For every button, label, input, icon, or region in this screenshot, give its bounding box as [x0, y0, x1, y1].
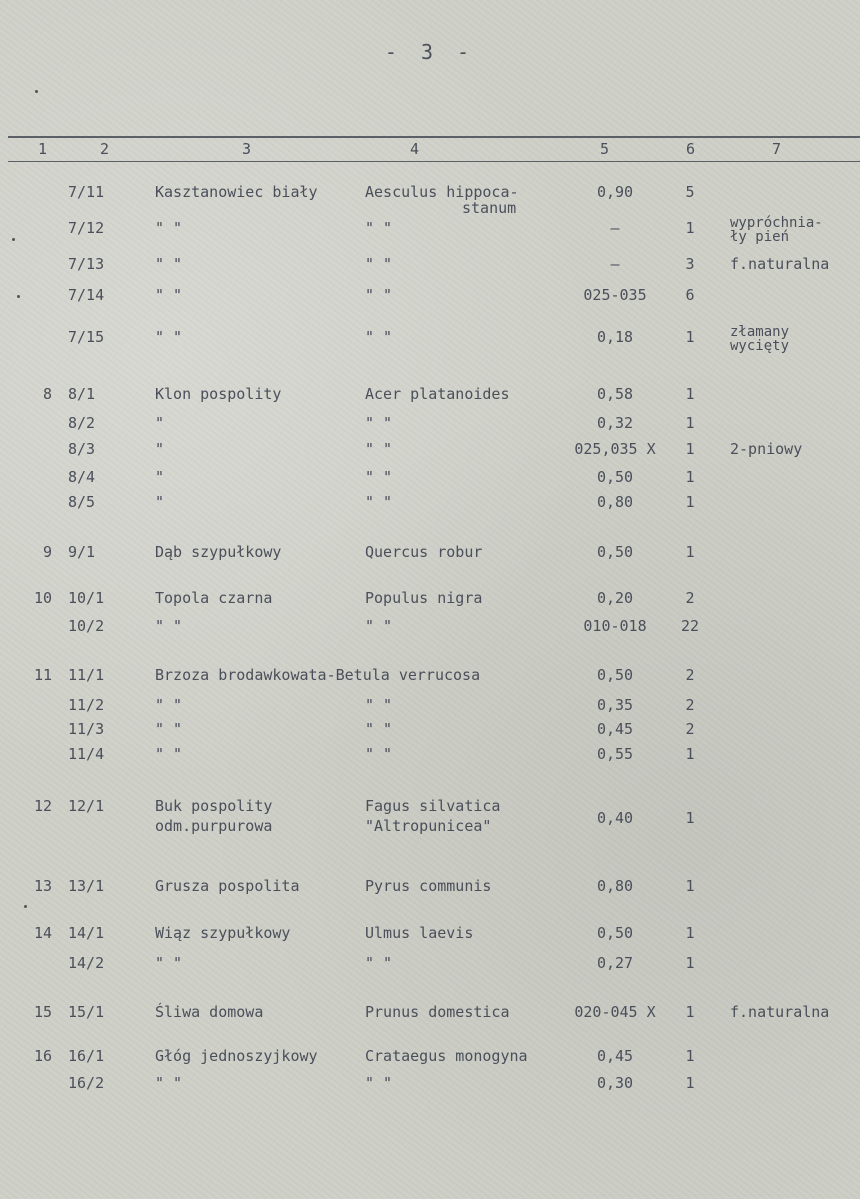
- polish-name: ": [155, 440, 165, 458]
- trunk-diameter: 0,50: [596, 666, 634, 684]
- tree-count: 6: [685, 286, 695, 304]
- latin-name: " ": [365, 328, 393, 346]
- tree-count: 1: [685, 468, 695, 486]
- group-number: 9: [42, 543, 52, 561]
- polish-name: Śliwa domowa: [155, 1003, 264, 1021]
- latin-name: " ": [365, 286, 393, 304]
- polish-name: Klon pospolity: [155, 385, 282, 403]
- tree-id: 16/1: [68, 1047, 105, 1065]
- tree-id: 7/15: [68, 328, 105, 346]
- remark: f.naturalna: [730, 255, 830, 273]
- tree-id: 7/12: [68, 219, 105, 237]
- tree-id: 11/1: [68, 666, 105, 684]
- tree-count: 22: [680, 617, 700, 635]
- trunk-diameter: 0,45: [596, 720, 634, 738]
- tree-count: 3: [685, 255, 695, 273]
- latin-name-cont: stanum: [462, 199, 517, 217]
- trunk-diameter: 0,35: [596, 696, 634, 714]
- tree-id: 10/1: [68, 589, 105, 607]
- polish-name: Głóg jednoszyjkowy: [155, 1047, 318, 1065]
- tree-id: 13/1: [68, 877, 105, 895]
- polish-name: " ": [155, 255, 183, 273]
- tree-count: 1: [685, 924, 695, 942]
- group-number: 15: [33, 1003, 52, 1021]
- latin-name: Fagus silvatica: [365, 797, 501, 815]
- trunk-diameter: –: [610, 255, 620, 273]
- trunk-diameter: 0,27: [596, 954, 634, 972]
- group-number: 10: [33, 589, 52, 607]
- latin-name-cont: "Altropunicea": [365, 817, 492, 835]
- trunk-diameter: 0,40: [596, 809, 634, 827]
- trunk-diameter: 0,20: [596, 589, 634, 607]
- polish-name: " ": [155, 745, 183, 763]
- latin-name: " ": [365, 745, 393, 763]
- group-number: 16: [33, 1047, 52, 1065]
- trunk-diameter: 0,90: [596, 183, 634, 201]
- tree-id: 11/4: [68, 745, 105, 763]
- latin-name: " ": [365, 720, 393, 738]
- tree-id: 11/3: [68, 720, 105, 738]
- tree-id: 9/1: [68, 543, 96, 561]
- latin-name: Quercus robur: [365, 543, 483, 561]
- trunk-diameter: 0,80: [596, 877, 634, 895]
- trunk-diameter: 0,45: [596, 1047, 634, 1065]
- col-header-7: 7: [772, 140, 782, 158]
- tree-id: 8/1: [68, 385, 96, 403]
- trunk-diameter: 0,80: [596, 493, 634, 511]
- latin-name: Aesculus hippoca-: [365, 183, 519, 201]
- tree-id: 15/1: [68, 1003, 105, 1021]
- tree-id: 11/2: [68, 696, 105, 714]
- trunk-diameter: 0,55: [596, 745, 634, 763]
- col-header-2: 2: [100, 140, 110, 158]
- latin-name: " ": [365, 255, 393, 273]
- latin-name: Pyrus communis: [365, 877, 492, 895]
- trunk-diameter: 0,50: [596, 468, 634, 486]
- tree-id: 10/2: [68, 617, 105, 635]
- trunk-diameter: 0,50: [596, 543, 634, 561]
- polish-name: Grusza pospolita: [155, 877, 300, 895]
- latin-name: " ": [365, 617, 393, 635]
- column-headers: [0, 140, 860, 160]
- latin-name: Ulmus laevis: [365, 924, 474, 942]
- paper-speck: [24, 905, 27, 908]
- trunk-diameter: 025-035: [583, 286, 647, 304]
- latin-name: Populus nigra: [365, 589, 483, 607]
- polish-name: " ": [155, 696, 183, 714]
- tree-count: 1: [685, 877, 695, 895]
- remark-cont: ły pień: [730, 229, 790, 245]
- trunk-diameter: 010-018: [583, 617, 647, 635]
- trunk-diameter: 020-045 X: [574, 1003, 656, 1021]
- polish-name: " ": [155, 286, 183, 304]
- polish-name: " ": [155, 219, 183, 237]
- latin-name: " ": [365, 493, 393, 511]
- paper-speck: [35, 90, 38, 93]
- polish-name: " ": [155, 954, 183, 972]
- polish-name: Dąb szypułkowy: [155, 543, 282, 561]
- tree-count: 1: [685, 1074, 695, 1092]
- paper-speck: [17, 295, 20, 298]
- tree-count: 1: [685, 954, 695, 972]
- polish-name: ": [155, 468, 165, 486]
- polish-name: " ": [155, 328, 183, 346]
- tree-count: 1: [685, 493, 695, 511]
- col-header-3: 3: [242, 140, 252, 158]
- latin-name: Acer platanoides: [365, 385, 510, 403]
- tree-count: 5: [685, 183, 695, 201]
- polish-name: Topola czarna: [155, 589, 273, 607]
- latin-name: " ": [365, 219, 393, 237]
- tree-id: 12/1: [68, 797, 105, 815]
- tree-count: 1: [685, 1003, 695, 1021]
- col-header-6: 6: [686, 140, 696, 158]
- tree-count: 1: [685, 328, 695, 346]
- tree-count: 1: [685, 745, 695, 763]
- polish-name: ": [155, 493, 165, 511]
- page-number: - 3 -: [384, 40, 476, 64]
- tree-id: 8/3: [68, 440, 96, 458]
- col-header-1: 1: [38, 140, 48, 158]
- tree-count: 2: [685, 720, 695, 738]
- trunk-diameter: 0,30: [596, 1074, 634, 1092]
- latin-name: " ": [365, 696, 393, 714]
- latin-name: " ": [365, 954, 393, 972]
- trunk-diameter: 0,50: [596, 924, 634, 942]
- tree-count: 1: [685, 809, 695, 827]
- group-number: 8: [42, 385, 52, 403]
- tree-id: 8/2: [68, 414, 96, 432]
- latin-name: Crataegus monogyna: [365, 1047, 528, 1065]
- tree-count: 1: [685, 440, 695, 458]
- tree-id: 7/11: [68, 183, 105, 201]
- polish-name: " ": [155, 617, 183, 635]
- tree-count: 1: [685, 1047, 695, 1065]
- tree-id: 8/4: [68, 468, 96, 486]
- trunk-diameter: 0,58: [596, 385, 634, 403]
- polish-name: " ": [155, 720, 183, 738]
- polish-name: Buk pospolity: [155, 797, 273, 815]
- remark: 2-pniowy: [730, 440, 803, 458]
- col-header-5: 5: [600, 140, 610, 158]
- remark: złamany: [730, 324, 790, 340]
- latin-name: " ": [365, 440, 393, 458]
- tree-id: 8/5: [68, 493, 96, 511]
- trunk-diameter: 0,32: [596, 414, 634, 432]
- group-number: 11: [33, 666, 52, 684]
- polish-name-variety: odm.purpurowa: [155, 817, 273, 835]
- trunk-diameter: 0,18: [596, 328, 634, 346]
- tree-count: 1: [685, 543, 695, 561]
- tree-count: 1: [685, 414, 695, 432]
- polish-name: Brzoza brodawkowata-Betula verrucosa: [155, 666, 481, 684]
- tree-id: 7/14: [68, 286, 105, 304]
- tree-count: 1: [685, 219, 695, 237]
- latin-name: " ": [365, 468, 393, 486]
- tree-count: 2: [685, 696, 695, 714]
- tree-count: 2: [685, 589, 695, 607]
- paper-speck: [12, 238, 15, 241]
- group-number: 12: [33, 797, 52, 815]
- tree-count: 2: [685, 666, 695, 684]
- latin-name: " ": [365, 414, 393, 432]
- tree-id: 14/1: [68, 924, 105, 942]
- tree-id: 7/13: [68, 255, 105, 273]
- tree-id: 16/2: [68, 1074, 105, 1092]
- latin-name: Prunus domestica: [365, 1003, 510, 1021]
- tree-id: 14/2: [68, 954, 105, 972]
- remark: wypróchnia-: [730, 215, 823, 231]
- group-number: 13: [33, 877, 52, 895]
- polish-name: Wiąz szypułkowy: [155, 924, 291, 942]
- polish-name: Kasztanowiec biały: [155, 183, 318, 201]
- col-header-4: 4: [410, 140, 420, 158]
- remark-cont: wycięty: [730, 338, 790, 354]
- latin-name: " ": [365, 1074, 393, 1092]
- polish-name: ": [155, 414, 165, 432]
- trunk-diameter: 025,035 X: [574, 440, 656, 458]
- remark: f.naturalna: [730, 1003, 830, 1021]
- polish-name: " ": [155, 1074, 183, 1092]
- table-top-rule: [8, 136, 860, 138]
- group-number: 14: [33, 924, 52, 942]
- table-header-rule: [8, 161, 860, 162]
- tree-count: 1: [685, 385, 695, 403]
- trunk-diameter: –: [610, 219, 620, 237]
